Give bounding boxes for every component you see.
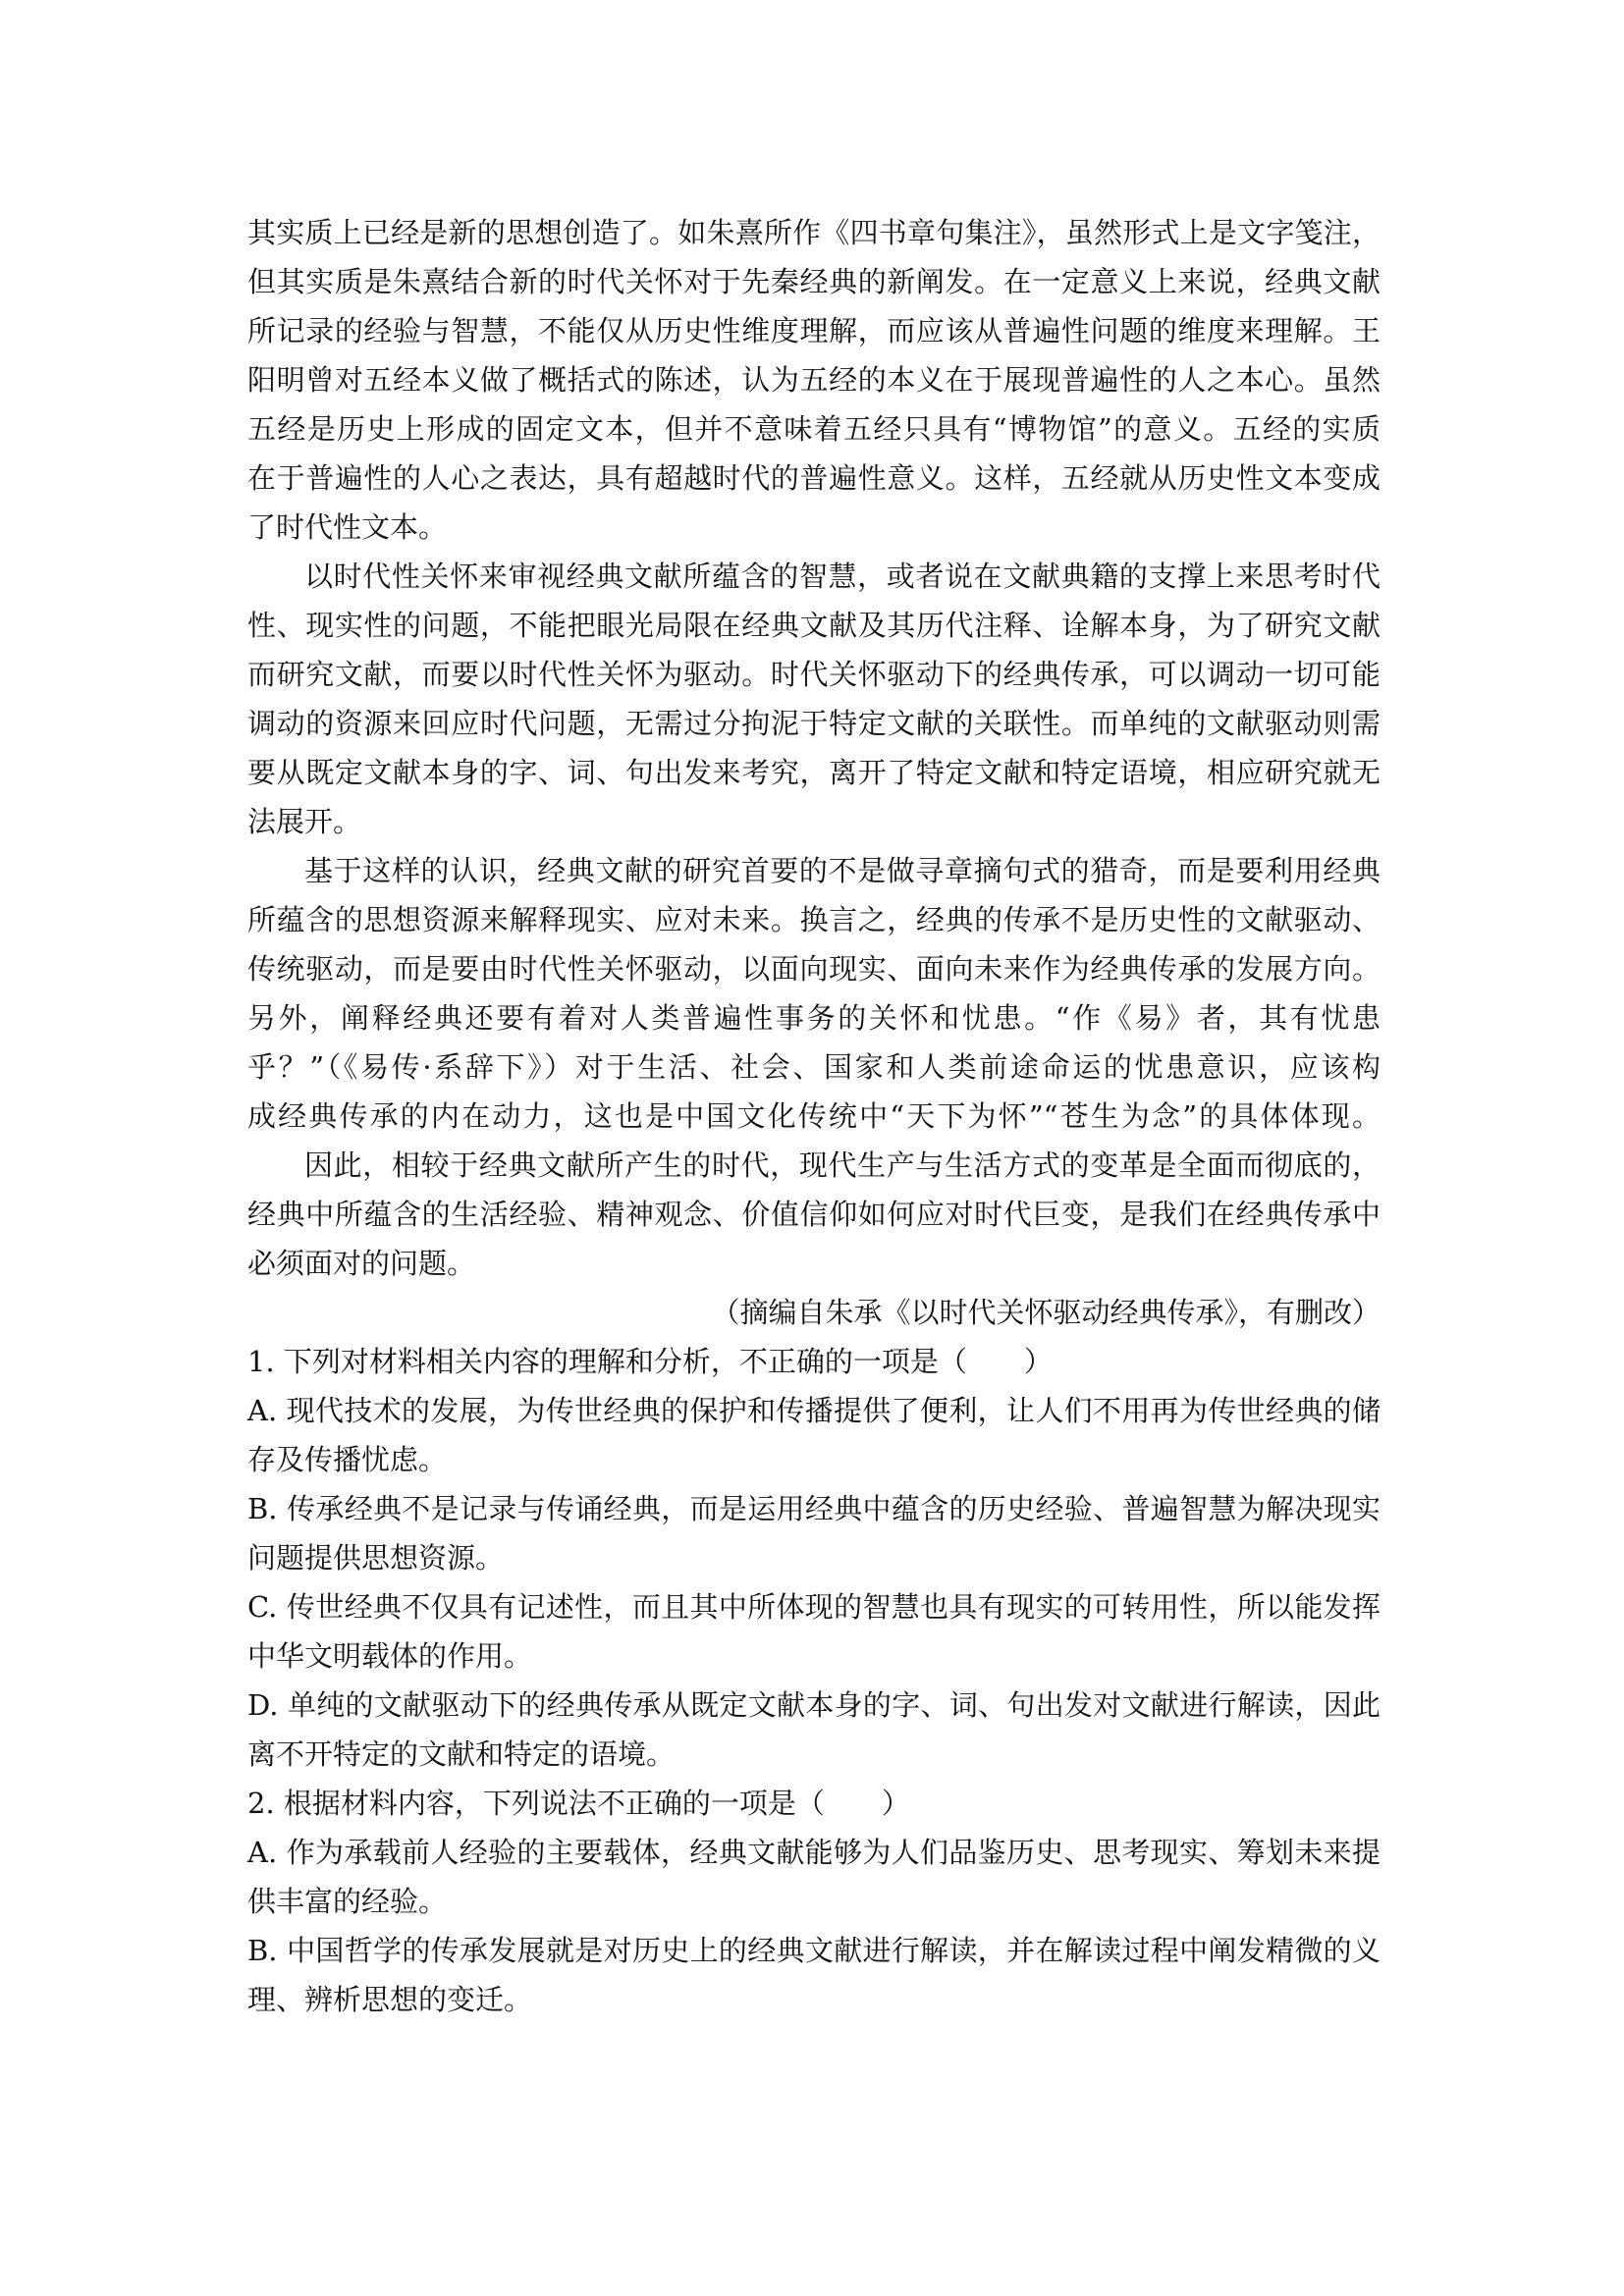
- option-b: B. 传承经典不是记录与传诵经典，而是运用经典中蕴含的历史经验、普遍智慧为解决现实: [247, 1492, 1380, 1525]
- text-line: 另外，阐释经典还要有着对人类普遍性事务的关怀和忧患。“作《易》者，其有忧患: [247, 1001, 1380, 1035]
- text-line: 其实质上已经是新的思想创造了。如朱熹所作《四书章句集注》，虽然形式上是文字笺注，: [247, 216, 1380, 249]
- paragraph-1: [247, 208, 1380, 552]
- text-line: 而研究文献，而要以时代性关怀为驱动。时代关怀驱动下的经典传承，可以调动一切可能: [247, 658, 1380, 691]
- text-line: 但其实质是朱熹结合新的时代关怀对于先秦经典的新阐发。在一定意义上来说，经典文献: [247, 265, 1380, 298]
- option-a: A. 作为承载前人经验的主要载体，经典文献能够为人们品鉴历史、思考现实、筹划未来提: [247, 1836, 1380, 1869]
- question-stem: 1. 下列对材料相关内容的理解和分析，不正确的一项是（ ）: [247, 1345, 1053, 1378]
- option-c: C. 传世经典不仅具有记述性，而且其中所体现的智慧也具有现实的可转用性，所以能发挥: [247, 1590, 1380, 1624]
- question-1: [247, 1337, 1380, 1779]
- option-b-cont: 理、辨析思想的变迁。: [247, 1983, 533, 2016]
- option-c-cont: 中华文明载体的作用。: [247, 1639, 533, 1673]
- question-2: [247, 1779, 1380, 2024]
- text-line: 所蕴含的思想资源来解释现实、应对未来。换言之，经典的传承不是历史性的文献驱动、: [247, 903, 1380, 936]
- text-line: 性、现实性的问题，不能把眼光局限在经典文献及其历代注释、诠解本身，为了研究文献: [247, 609, 1380, 642]
- paragraph-4: [247, 1141, 1380, 1288]
- text-line: 必须面对的问题。: [247, 1247, 476, 1280]
- text-line: 以时代性关怀来审视经典文献所蕴含的智慧，或者说在文献典籍的支撑上来思考时代: [304, 560, 1380, 593]
- text-line: 乎？”（《易传·系辞下》）对于生活、社会、国家和人类前途命运的忧患意识，应该构: [247, 1050, 1380, 1084]
- text-line: 传统驱动，而是要由时代性关怀驱动，以面向现实、面向未来作为经典传承的发展方向。: [247, 952, 1380, 986]
- text-line: 因此，相较于经典文献所产生的时代，现代生产与生活方式的变革是全面而彻底的，: [304, 1148, 1380, 1182]
- option-a-cont: 存及传播忧虑。: [247, 1443, 448, 1476]
- paragraph-3: [247, 846, 1380, 1141]
- text-line: 了时代性文本。: [247, 510, 448, 544]
- text-line: 成经典传承的内在动力，这也是中国文化传统中“天下为怀”“苍生为念”的具体体现。: [247, 1099, 1380, 1133]
- option-a: A. 现代技术的发展，为传世经典的保护和传播提供了便利，让人们不用再为传世经典的储: [247, 1394, 1380, 1427]
- text-line: 要从既定文献本身的字、词、句出发来考究，离开了特定文献和特定语境，相应研究就无: [247, 756, 1380, 789]
- text-line: 法展开。: [247, 805, 362, 838]
- document-page: [247, 208, 1380, 2024]
- text-line: 基于这样的认识，经典文献的研究首要的不是做寻章摘句式的猎奇，而是要利用经典: [304, 854, 1380, 887]
- option-a-cont: 供丰富的经验。: [247, 1885, 448, 1918]
- text-line: 所记录的经验与智慧，不能仅从历史性维度理解，而应该从普遍性问题的维度来理解。王: [247, 314, 1380, 347]
- text-line: 在于普遍性的人心之表达，具有超越时代的普遍性意义。这样，五经就从历史性文本变成: [247, 461, 1380, 495]
- text-line: 经典中所蕴含的生活经验、精神观念、价值信仰如何应对时代巨变，是我们在经典传承中: [247, 1198, 1380, 1231]
- option-b: B. 中国哲学的传承发展就是对历史上的经典文献进行解读，并在解读过程中阐发精微的义: [247, 1934, 1380, 1967]
- option-b-cont: 问题提供思想资源。: [247, 1541, 505, 1575]
- option-d: D. 单纯的文献驱动下的经典传承从既定文献本身的字、词、句出发对文献进行解读，因此: [247, 1688, 1380, 1722]
- option-d-cont: 离不开特定的文献和特定的语境。: [247, 1737, 676, 1771]
- text-line: 阳明曾对五经本义做了概括式的陈述，认为五经的本义在于展现普遍性的人之本心。虽然: [247, 363, 1380, 397]
- source-citation: （摘编自朱承《以时代关怀驱动经典传承》，有删改）: [711, 1296, 1380, 1329]
- text-line: 调动的资源来回应时代问题，无需过分拘泥于特定文献的关联性。而单纯的文献驱动则需: [247, 707, 1380, 740]
- paragraph-2: [247, 552, 1380, 846]
- question-stem: 2. 根据材料内容，下列说法不正确的一项是（ ）: [247, 1787, 910, 1820]
- text-line: 五经是历史上形成的固定文本，但并不意味着五经只具有“博物馆”的意义。五经的实质: [247, 412, 1380, 446]
